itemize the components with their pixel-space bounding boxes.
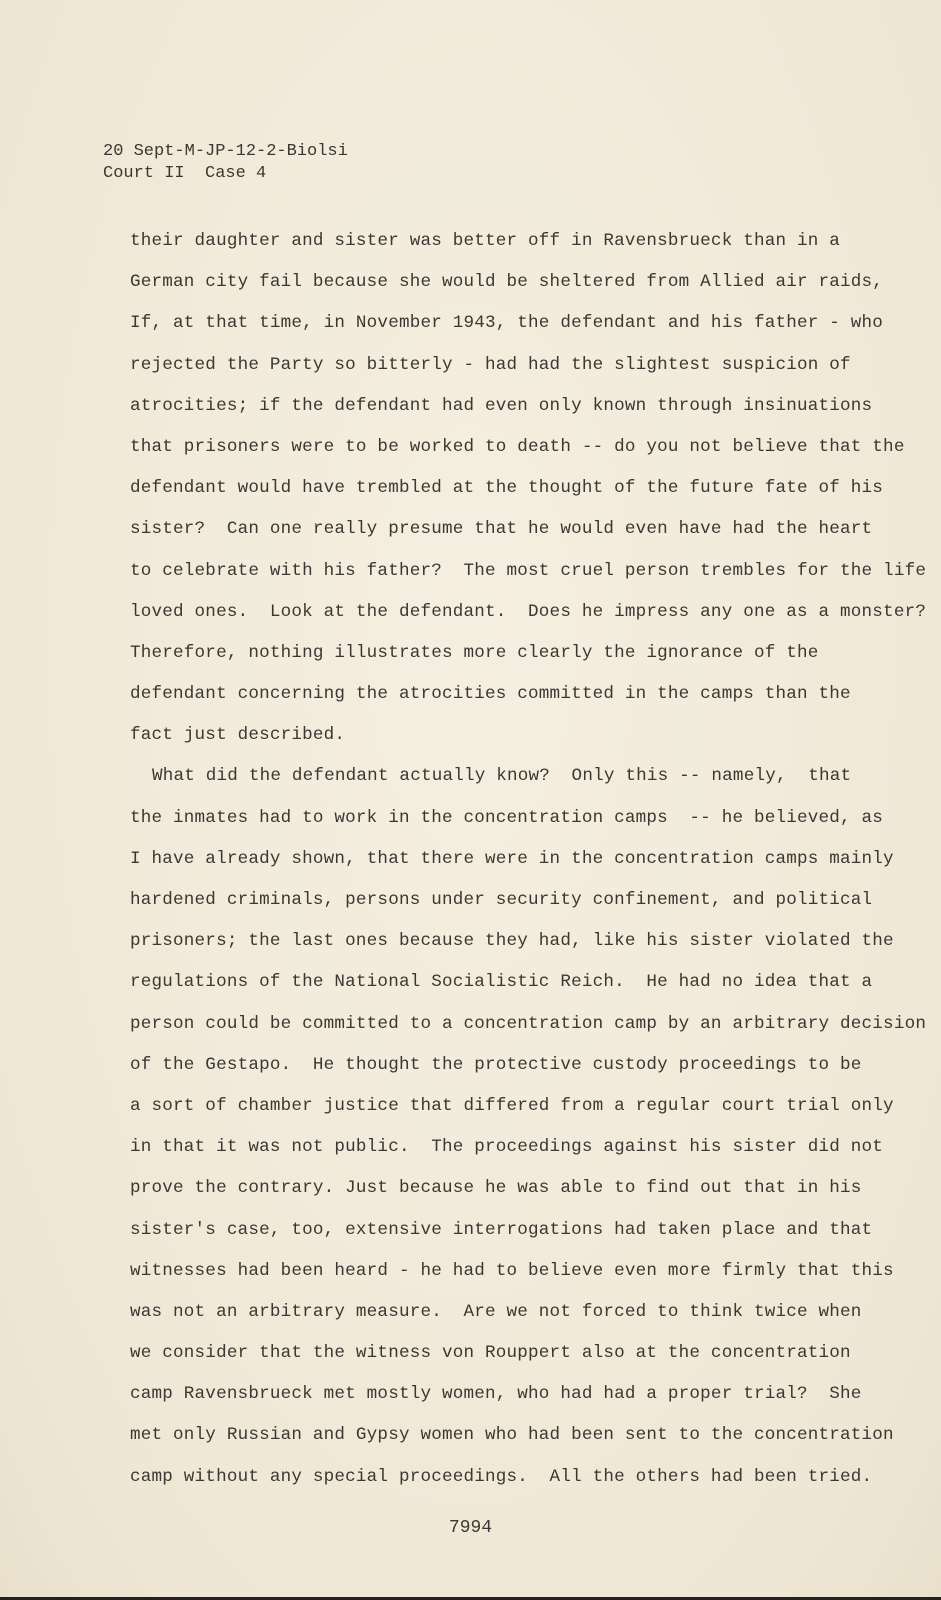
text-line: was not an arbitrary measure. Are we not forced to think twice when bbox=[130, 1301, 862, 1322]
text-line: If, at that time, in November 1943, the defendant and his father - who bbox=[130, 313, 884, 334]
text-line: sister's case, too, extensive interrogations had taken place and that bbox=[130, 1219, 873, 1240]
text-line: sister? Can one really presume that he would even have had the heart bbox=[130, 519, 873, 540]
text-line: regulations of the National Socialistic Reich. He had no idea that a bbox=[130, 972, 873, 993]
document-body bbox=[130, 228, 927, 1505]
text-line: a sort of chamber justice that differed from a regular court trial only bbox=[130, 1095, 894, 1116]
text-line: camp Ravensbrueck met mostly women, who had had a proper trial? She bbox=[130, 1384, 862, 1405]
text-line: rejected the Party so bitterly - had had the slightest suspicion of bbox=[130, 354, 851, 375]
text-line: their daughter and sister was better off in Ravensbrueck than in a bbox=[130, 231, 841, 251]
text-line: What did the defendant actually know? Only this -- namely, that bbox=[152, 766, 852, 787]
text-line: to celebrate with his father? The most cruel person trembles for the life bbox=[130, 560, 927, 581]
text-line: the inmates had to work in the concentration camps -- he believed, as bbox=[130, 807, 884, 828]
text-line: we consider that the witness von Rouppert also at the concentration bbox=[130, 1343, 851, 1364]
text-line: German city fail because she would be sheltered from Allied air raids, bbox=[130, 272, 884, 293]
text-line: I have already shown, that there were in the concentration camps mainly bbox=[130, 848, 894, 869]
text-line: loved ones. Look at the defendant. Does he impress any one as a monster? bbox=[130, 601, 927, 622]
text-line: prisoners; the last ones because they had, like his sister violated the bbox=[130, 931, 894, 952]
text-line: atrocities; if the defendant had even only known through insinuations bbox=[130, 395, 873, 416]
text-line: defendant concerning the atrocities committed in the camps than the bbox=[130, 684, 851, 705]
text-line: in that it was not public. The proceedings against his sister did not bbox=[130, 1137, 884, 1158]
text-line: prove the contrary. Just because he was able to find out that in his bbox=[130, 1178, 862, 1199]
header-reference: 20 Sept-M-JP-12-2-Biolsi bbox=[103, 142, 348, 161]
text-line: fact just described. bbox=[130, 725, 346, 746]
text-line: witnesses had been heard - he had to believe even more firmly that this bbox=[130, 1260, 894, 1281]
header-court-case: Court II Case 4 bbox=[103, 164, 267, 183]
text-line: of the Gestapo. He thought the protective custody proceedings to be bbox=[130, 1054, 862, 1075]
text-line: Therefore, nothing illustrates more clearly the ignorance of the bbox=[130, 642, 819, 663]
page-number: 7994 bbox=[448, 1518, 493, 1538]
text-line: hardened criminals, persons under security confinement, and political bbox=[130, 890, 873, 910]
text-line: defendant would have trembled at the thought of the future fate of his bbox=[130, 478, 884, 499]
text-line: met only Russian and Gypsy women who had been sent to the concentration bbox=[130, 1425, 894, 1446]
text-line: camp without any special proceedings. All the others had been tried. bbox=[130, 1466, 873, 1487]
text-line: that prisoners were to be worked to death -- do you not believe that the bbox=[130, 436, 905, 457]
text-line: person could be committed to a concentration camp by an arbitrary decision bbox=[130, 1013, 927, 1034]
